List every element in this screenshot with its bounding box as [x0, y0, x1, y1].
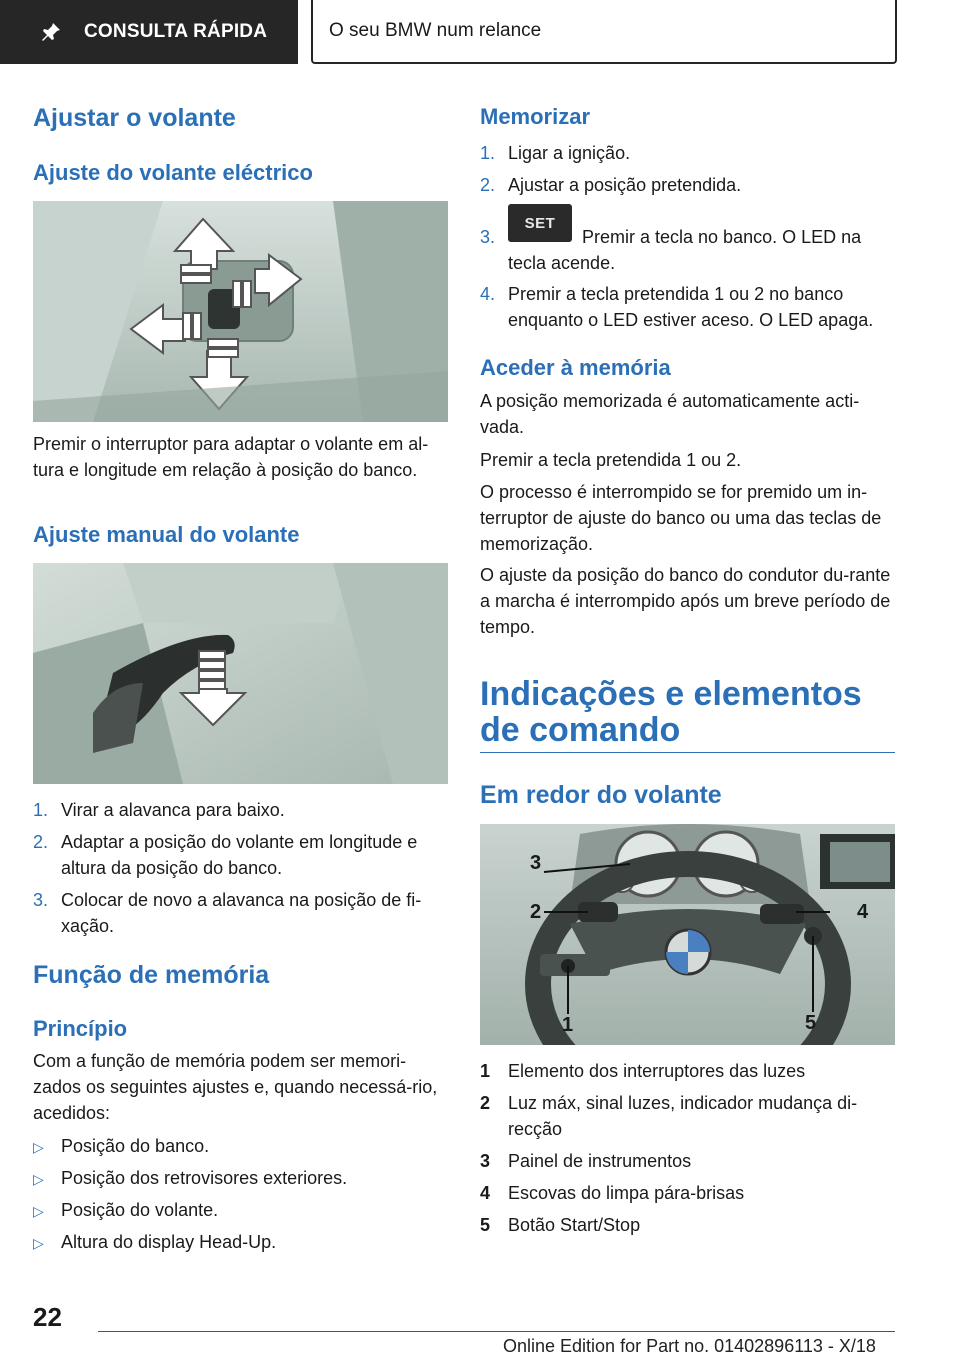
memory-item-text: Altura do display Head-Up. [61, 1232, 277, 1252]
legend-text: Painel de instrumentos [508, 1151, 692, 1171]
manual-step [33, 887, 448, 936]
legend-text: Elemento dos interruptores das luzes [508, 1061, 806, 1081]
triangle-bullet-icon: ▷ [33, 1235, 44, 1251]
step-number: 4. [480, 284, 496, 304]
callout-label: 1 [562, 1014, 574, 1036]
page-header [0, 0, 960, 66]
heading-adjust-steering: Ajustar o volante [33, 104, 236, 132]
manual-adjust-image [33, 563, 448, 784]
electric-adjust-image [33, 201, 448, 422]
memorize-step [480, 224, 508, 250]
step-number: 2. [33, 832, 49, 852]
triangle-bullet-icon: ▷ [33, 1203, 44, 1219]
heading-electric-adjust: Ajuste do volante eléctrico [33, 160, 313, 185]
pushpin-icon [40, 21, 62, 43]
heading-memorize: Memorizar [480, 104, 591, 129]
footer-edition: Online Edition for Part no. 01402896113 - X/18 [503, 1336, 876, 1356]
access-text: O processo é interrompido se for premido um in-terruptor de ajuste do banco ou uma das teclas de memorização. [480, 482, 882, 554]
heading-access-memory: Aceder à memória [480, 355, 671, 380]
access-text: O ajuste da posição do banco do condutor du-rante a marcha é interrompido após um breve período de tempo. [480, 565, 891, 637]
legend-number: 5 [480, 1215, 491, 1235]
step-text: Colocar de novo a alavanca na posição de fi-xação. [61, 890, 422, 936]
triangle-bullet-icon: ▷ [33, 1171, 44, 1187]
footer-divider [98, 1331, 895, 1332]
step-number: 3. [480, 227, 496, 247]
steering-wheel-image [480, 824, 895, 1045]
legend-item [480, 1090, 895, 1139]
memory-item-text: Posição do banco. [61, 1136, 210, 1156]
legend-item [480, 1148, 895, 1174]
callout-label: 2 [530, 901, 542, 923]
legend-item [480, 1212, 895, 1238]
section-tab-label: CONSULTA RÁPIDA [84, 21, 268, 42]
step-text: Ajustar a posição pretendida. [508, 175, 742, 195]
step-text: Adaptar a posição do volante em longitude e altura da posição do banco. [61, 832, 418, 878]
chapter-tab-label: O seu BMW num relance [329, 20, 542, 41]
callout-label: 3 [530, 852, 542, 874]
principle-text: Com a função de memória podem ser memori-zados os seguintes ajustes e, quando necessá-rio, acedidos: [33, 1051, 438, 1123]
step-number: 3. [33, 890, 49, 910]
legend-number: 1 [480, 1061, 491, 1081]
legend-text: Escovas do limpa pára-brisas [508, 1183, 745, 1203]
step-number: 1. [480, 143, 496, 163]
memory-item-text: Posição do volante. [61, 1200, 219, 1220]
manual-step [33, 797, 448, 823]
electric-adjust-description: Premir o interruptor para adaptar o volante em al- tura e longitude em relação à posição do banco. [33, 434, 429, 480]
legend-item [480, 1180, 895, 1206]
memory-item [33, 1229, 448, 1256]
step-text: Premir a tecla no banco. O LED na tecla acende. [508, 227, 862, 273]
heading-principle: Princípio [33, 1016, 128, 1041]
step-number: 2. [480, 175, 496, 195]
step-text: Premir a tecla pretendida 1 ou 2 no banco enquanto o LED estiver aceso. O LED apaga. [508, 284, 874, 330]
heading-manual-adjust: Ajuste manual do volante [33, 522, 300, 547]
memory-item [33, 1165, 448, 1192]
legend-number: 3 [480, 1151, 491, 1171]
section-divider [480, 752, 895, 753]
memorize-step [480, 172, 895, 198]
step-text: Ligar a ignição. [508, 143, 631, 163]
memory-item [33, 1133, 448, 1160]
step-text: Virar a alavanca para baixo. [61, 800, 285, 820]
memorize-step [480, 140, 895, 166]
callout-label: 5 [805, 1012, 817, 1034]
set-button-label: SET [524, 214, 556, 232]
heading-memory-function: Função de memória [33, 961, 270, 989]
memory-item [33, 1197, 448, 1224]
triangle-bullet-icon: ▷ [33, 1139, 44, 1155]
access-text: A posição memorizada é automaticamente acti-vada. [480, 391, 860, 437]
step-number: 1. [33, 800, 49, 820]
access-text: Premir a tecla pretendida 1 ou 2. [480, 450, 742, 470]
heading-indications: Indicações e elementos de comando [480, 675, 862, 749]
callout-label: 4 [857, 901, 869, 923]
memory-item-text: Posição dos retrovisores exteriores. [61, 1168, 348, 1188]
memorize-step [480, 281, 895, 330]
heading-around-steering: Em redor do volante [480, 781, 722, 809]
legend-number: 2 [480, 1093, 491, 1113]
legend-number: 4 [480, 1183, 491, 1203]
section-tab[interactable] [0, 0, 298, 64]
legend-text: Luz máx, sinal luzes, indicador mudança di-recção [508, 1093, 858, 1139]
chapter-tab[interactable] [311, 0, 897, 64]
page-number: 22 [33, 1302, 62, 1332]
legend-item [480, 1058, 895, 1084]
legend-text: Botão Start/Stop [508, 1215, 641, 1235]
manual-step [33, 829, 448, 878]
